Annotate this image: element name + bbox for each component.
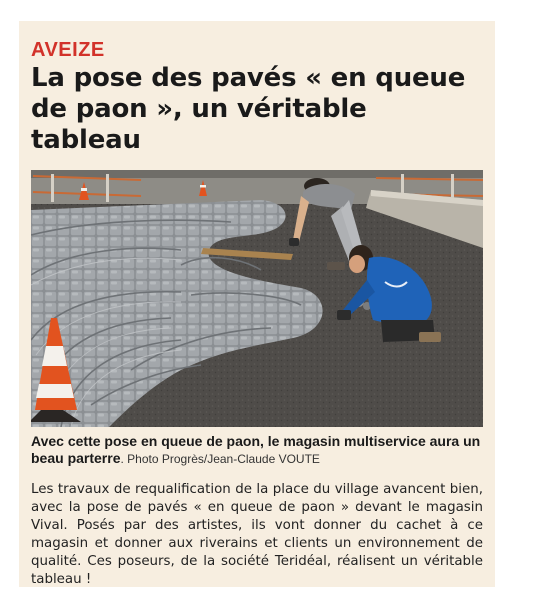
photo-caption [31,433,483,468]
article-card [19,21,495,587]
caption-credit: . Photo Progrès/Jean-Claude VOUTE [120,452,320,466]
caption-main: Avec cette pose en queue de paon, le magasin multiservice aura un beau parterre [31,433,481,466]
article-headline: La pose des pavés « en queue de paon », un véritable tableau [31,63,466,155]
article-kicker: AVEIZE [31,39,105,61]
photo-paving-workers-icon [31,170,483,427]
article-photo [31,170,483,427]
article-body: Les travaux de requalification de la place du village avancent bien, avec la pose de pavés « en queue de paon » devant le magasin Vival. Posés par des artistes, ils vont donner du cachet à ce magasin et donner aux riverains et clients un environnement de qualité. Ces poseurs, de la société Teridéal, réalisent un véritable tableau ! [31,482,483,587]
